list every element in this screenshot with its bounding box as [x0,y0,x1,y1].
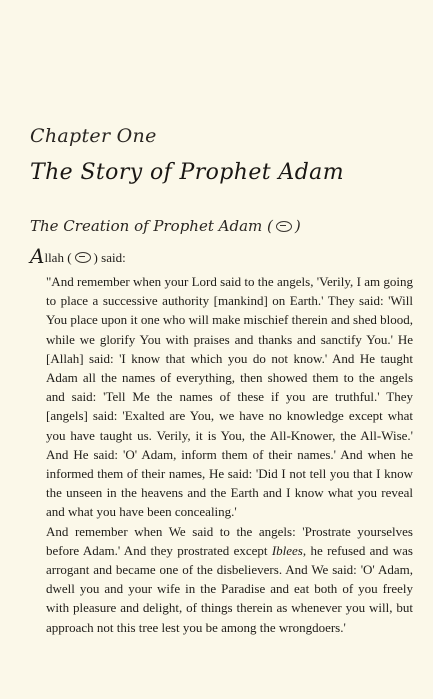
intro-word: llah [44,250,64,265]
quote-text: And remember when We said to the angels: 'Prostrate yourselves before Adam.' And they prostrated except [46,523,413,558]
drop-cap: A [30,244,45,268]
chapter-title: The Story of Prophet Adam [30,160,344,185]
quote-text: , he refused and was arrogant and became one of the disbelievers. And We said: 'O' Adam, dwell you and your wife in the Paradise and eat both of you freely with pleasure and delight, of things therein as whenever you will, but approach not this tree lest you be among the wrongdoers.' [46,542,413,635]
intro-said: said: [101,250,126,265]
quote-block [46,272,413,637]
name-iblees: Iblees [271,542,303,558]
salutation-icon [75,252,91,263]
chapter-label: Chapter One [30,125,157,147]
salutation-icon [276,221,292,232]
intro-line: Allah ( ) said: [30,244,126,268]
quote-paragraph-2 [46,522,413,637]
quote-paragraph-1: "And remember when your Lord said to the angels, 'Verily, I am going to place a successive authority [mankind] on Earth.' They said: 'Will You place upon it one who will make mischief therein and shed blood, while we glorify You with praises and thanks and sanctify You.' He [Allah] said: 'I know that which you do not know.' And He taught Adam all the names of everything, then showed them to the angels and said: 'Tell Me the names of these if you are truthful.' They [angels] said: 'Exalted are You, we have no knowledge except what you have taught us. Verily, it is You, the All-Knower, the All-Wise.' And He said: 'O' Adam, inform them of their names.' And when he informed them of their names, He said: 'Did I not tell you that I know the unseen in the heavens and the Earth and I know what you reveal and what you have been concealing.' [46,274,413,520]
section-title: The Creation of Prophet Adam ( ) [30,217,301,235]
section-title-text: The Creation of Prophet Adam [30,217,263,235]
